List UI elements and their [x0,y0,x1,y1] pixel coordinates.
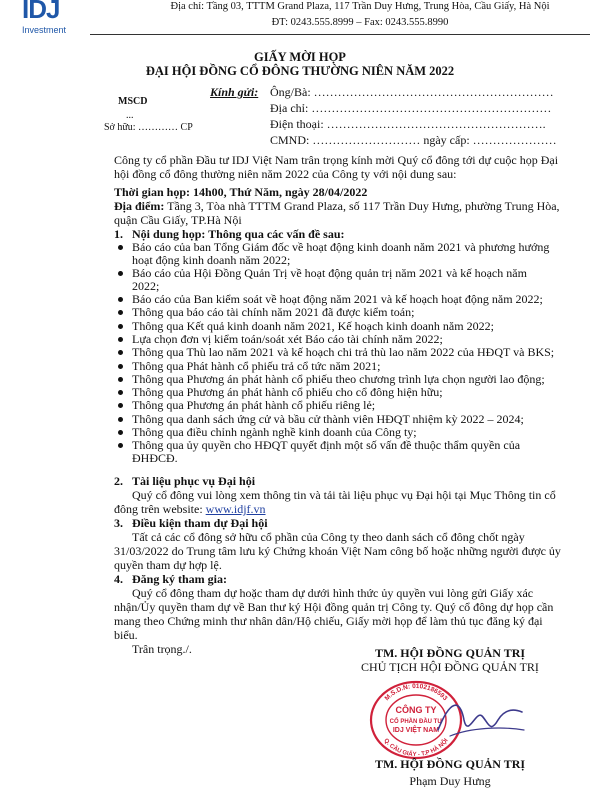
meeting-time: Thời gian họp: 14h00, Thứ Năm, ngày 28/04/2022 [114,185,368,199]
agenda-item [118,241,588,267]
section-1-heading: 1. Nội dung họp: Thông qua các vấn đề sau: [114,227,345,241]
agenda-item [118,413,588,426]
bullet-icon [118,350,123,355]
bullet-icon [118,443,123,448]
stamp-line-3: IDJ VIỆT NAM [392,727,440,734]
agenda-item [118,373,588,386]
agenda-item-line-1: Thông qua Phát hành cổ phiếu trả cổ tức năm 2021; [132,358,381,373]
agenda-item [118,439,588,465]
stamp-line-1: CÔNG TY [395,705,437,715]
agenda-item [118,293,588,306]
bullet-icon [118,271,123,276]
agenda-item [118,267,588,293]
bullet-icon [118,297,123,302]
agenda-item-line-2: ĐHĐCĐ. [132,451,178,466]
bullet-icon [118,337,123,342]
signature-role: CHỦ TỊCH HỘI ĐỒNG QUẢN TRỊ [361,660,539,674]
agenda-item-line-1: Thông qua danh sách ứng cử và bầu cử thành viên HĐQT nhiệm kỳ 2022 – 2024; [132,411,524,426]
section-4-title: Đăng ký tham gia: [132,572,228,586]
agenda-item-line-1: Thông qua báo cáo tài chính năm 2021 đã được kiểm toán; [132,305,415,320]
agenda-item [118,346,588,359]
meeting-place-text: Tầng 3, Tòa nhà TTTM Grand Plaza, số 117 Trần Duy Hưng, phường Trung Hòa, [164,199,560,213]
section-2-title: Tài liệu phục vụ Đại hội [132,474,256,488]
agenda-item [118,306,588,319]
header-divider [90,34,590,35]
bullet-icon [118,390,123,395]
agenda-item-line-1: Thông qua Kết quả kinh doanh năm 2021, Kế hoạch kinh doanh năm 2022; [132,318,494,333]
agenda-item-line-1: Báo cáo của Ban kiểm soát về hoạt động năm 2021 và kế hoạch hoạt động năm 2022; [132,292,543,306]
section-3-title: Điều kiện tham dự Đại hội [132,516,268,530]
handwritten-signature [430,690,530,750]
agenda-item-line-1: Thông qua Phương án phát hành cổ phiếu riêng lẻ; [132,398,376,413]
agenda-item [118,333,588,346]
section-3-line-2: 31/03/2022 do Trung tâm lưu ký Chứng khoán Việt Nam công bố hoặc những người được ủy [114,544,561,558]
meeting-place-label: Địa điểm: [114,199,165,213]
stamp-line-2: CỔ PHẦN ĐẦU TƯ [389,719,443,725]
section-2-line-1: Quý cổ đông vui lòng xem thông tin và tải tài liệu phục vụ Đại hội tại Mục Thông tin cổ [132,488,556,502]
website-link[interactable]: www.idjf.vn [205,502,266,516]
agenda-item-line-2: hoạt động kinh doanh năm 2022; [132,253,291,267]
section-4-heading: 4. Đăng ký tham gia: [114,572,228,586]
agenda-item-line-1: Thông qua ủy quyền cho HĐQT quyết định một số vấn đề thuộc thẩm quyền của [132,438,521,453]
section-3-line-1: Tất cả các cổ đông sở hữu cổ phần của Công ty theo danh sách cổ đông chốt ngày [132,530,525,544]
section-2-line-2: đông trên website: www.idjf.vn [114,502,266,516]
section-2-heading: 2. Tài liệu phục vụ Đại hội [114,474,256,488]
field-address: Địa chỉ: …………………………………………………… [270,101,552,115]
meeting-place-line-2: quận Cầu Giấy, TP.Hà Nội [114,213,242,227]
section-4-line-4: biểu. [114,628,138,642]
company-address: Địa chỉ: Tầng 03, TTTM Grand Plaza, 117 Trần Duy Hưng, Trung Hòa, Cầu Giấy, Hà Nội [170,1,550,12]
section-4-line-1: Quý cổ đông tham dự hoặc tham dự dưới hình thức ủy quyền vui lòng gửi Giấy xác [132,586,534,600]
stamp-ring-bottom: Q. CẦU GIẤY - T.P HÀ NỘI [382,737,450,759]
agenda-item [118,399,588,412]
agenda-item-line-1: Thông qua Phương án phát hành cổ phiếu theo chương trình lựa chọn người lao động; [132,371,545,386]
bullet-icon [118,310,123,315]
letterhead [0,0,600,40]
meeting-place-line-1 [114,199,560,214]
document-subtitle: ĐẠI HỘI ĐỒNG CỔ ĐÔNG THƯỜNG NIÊN NĂM 2022 [145,64,455,78]
agenda-item-line-1: Báo cáo của ban Tổng Giám đốc về hoạt động kinh doanh năm 2021 và phương hướng [132,240,550,254]
closing-text: Trân trọng./. [132,642,192,656]
agenda-item-line-1: Thông qua Phương án phát hành cổ phiếu cho cổ đông hiện hữu; [132,385,443,400]
stamp-ring-top: M.S.D.N: 0102186593 [383,682,449,703]
document-title: GIẤY MỜI HỌP [254,50,346,64]
logo-mark: IDJ [22,0,60,24]
bullet-icon [118,245,123,250]
bullet-icon [118,377,123,382]
bullet-icon [118,430,123,435]
signature-org-repeat: TM. HỘI ĐỒNG QUẢN TRỊ [374,757,526,771]
agenda-item-line-1: Thông qua Thù lao năm 2021 và kế hoạch chi trả thù lao năm 2022 của HĐQT và BKS; [132,345,555,360]
shares-owned: Sở hữu: ………… CP [104,122,193,133]
shareholder-code-value: ... [126,110,134,121]
signature-org: TM. HỘI ĐỒNG QUẢN TRỊ [374,646,526,660]
agenda-item-line-1: Báo cáo của Hội Đồng Quản Trị về hoạt động quản trị năm 2021 và kế hoạch năm [132,266,527,280]
bullet-icon [118,324,123,329]
agenda-item [118,360,588,373]
signer-name: Phạm Duy Hưng [409,774,491,788]
intro-line-2: hội đồng cổ đông thường niên năm 2022 của Công ty với nội dung sau: [114,167,457,181]
agenda-item [118,426,588,439]
bullet-icon [118,417,123,422]
section-3-heading: 3. Điều kiện tham dự Đại hội [114,516,268,530]
agenda-item-line-1: Lựa chọn đơn vị kiểm toán/soát xét Báo cáo tài chính năm 2022; [132,331,443,346]
section-4-line-2: nhận/Ủy quyền tham dự về Ban thư ký Hội đồng quản trị Công ty. Quý cổ đông dự họp cần [114,600,554,614]
agenda-item-line-2: 2022; [132,279,160,293]
section-1-title: Nội dung họp: Thông qua các vấn đề sau: [132,227,345,241]
bullet-icon [118,364,123,369]
intro-line-1: Công ty cổ phần Đầu tư IDJ Việt Nam trân trọng kính mời Quý cổ đông tới dự cuộc họp Đại [114,153,559,167]
section-3-line-3: quyền tham dự hợp lệ. [114,558,222,572]
bullet-icon [118,403,123,408]
logo-subtitle: Investment [22,25,67,35]
field-id-card: CMND: ……………………… ngày cấp: ………………… [270,133,557,147]
company-logo [10,0,70,36]
company-phone-fax: ĐT: 0243.555.8999 – Fax: 0243.555.8990 [271,17,449,28]
section-4-line-3: mang theo Chứng minh thư nhân dân/Hộ chiếu, Giấy mời họp để làm thủ tục đăng ký đại [114,614,543,628]
field-phone: Điện thoại: ………………………………………………. [270,117,546,131]
recipient-label: Kính gửi: [210,85,259,99]
agenda-item-line-1: Thông qua điều chỉnh ngành nghề kinh doanh của Công ty; [132,425,417,439]
agenda-item [118,386,588,399]
agenda-item [118,320,588,333]
shareholder-code-label: MSCD [118,96,148,107]
field-name: Ông/Bà: …………………………………………………… [270,85,554,99]
